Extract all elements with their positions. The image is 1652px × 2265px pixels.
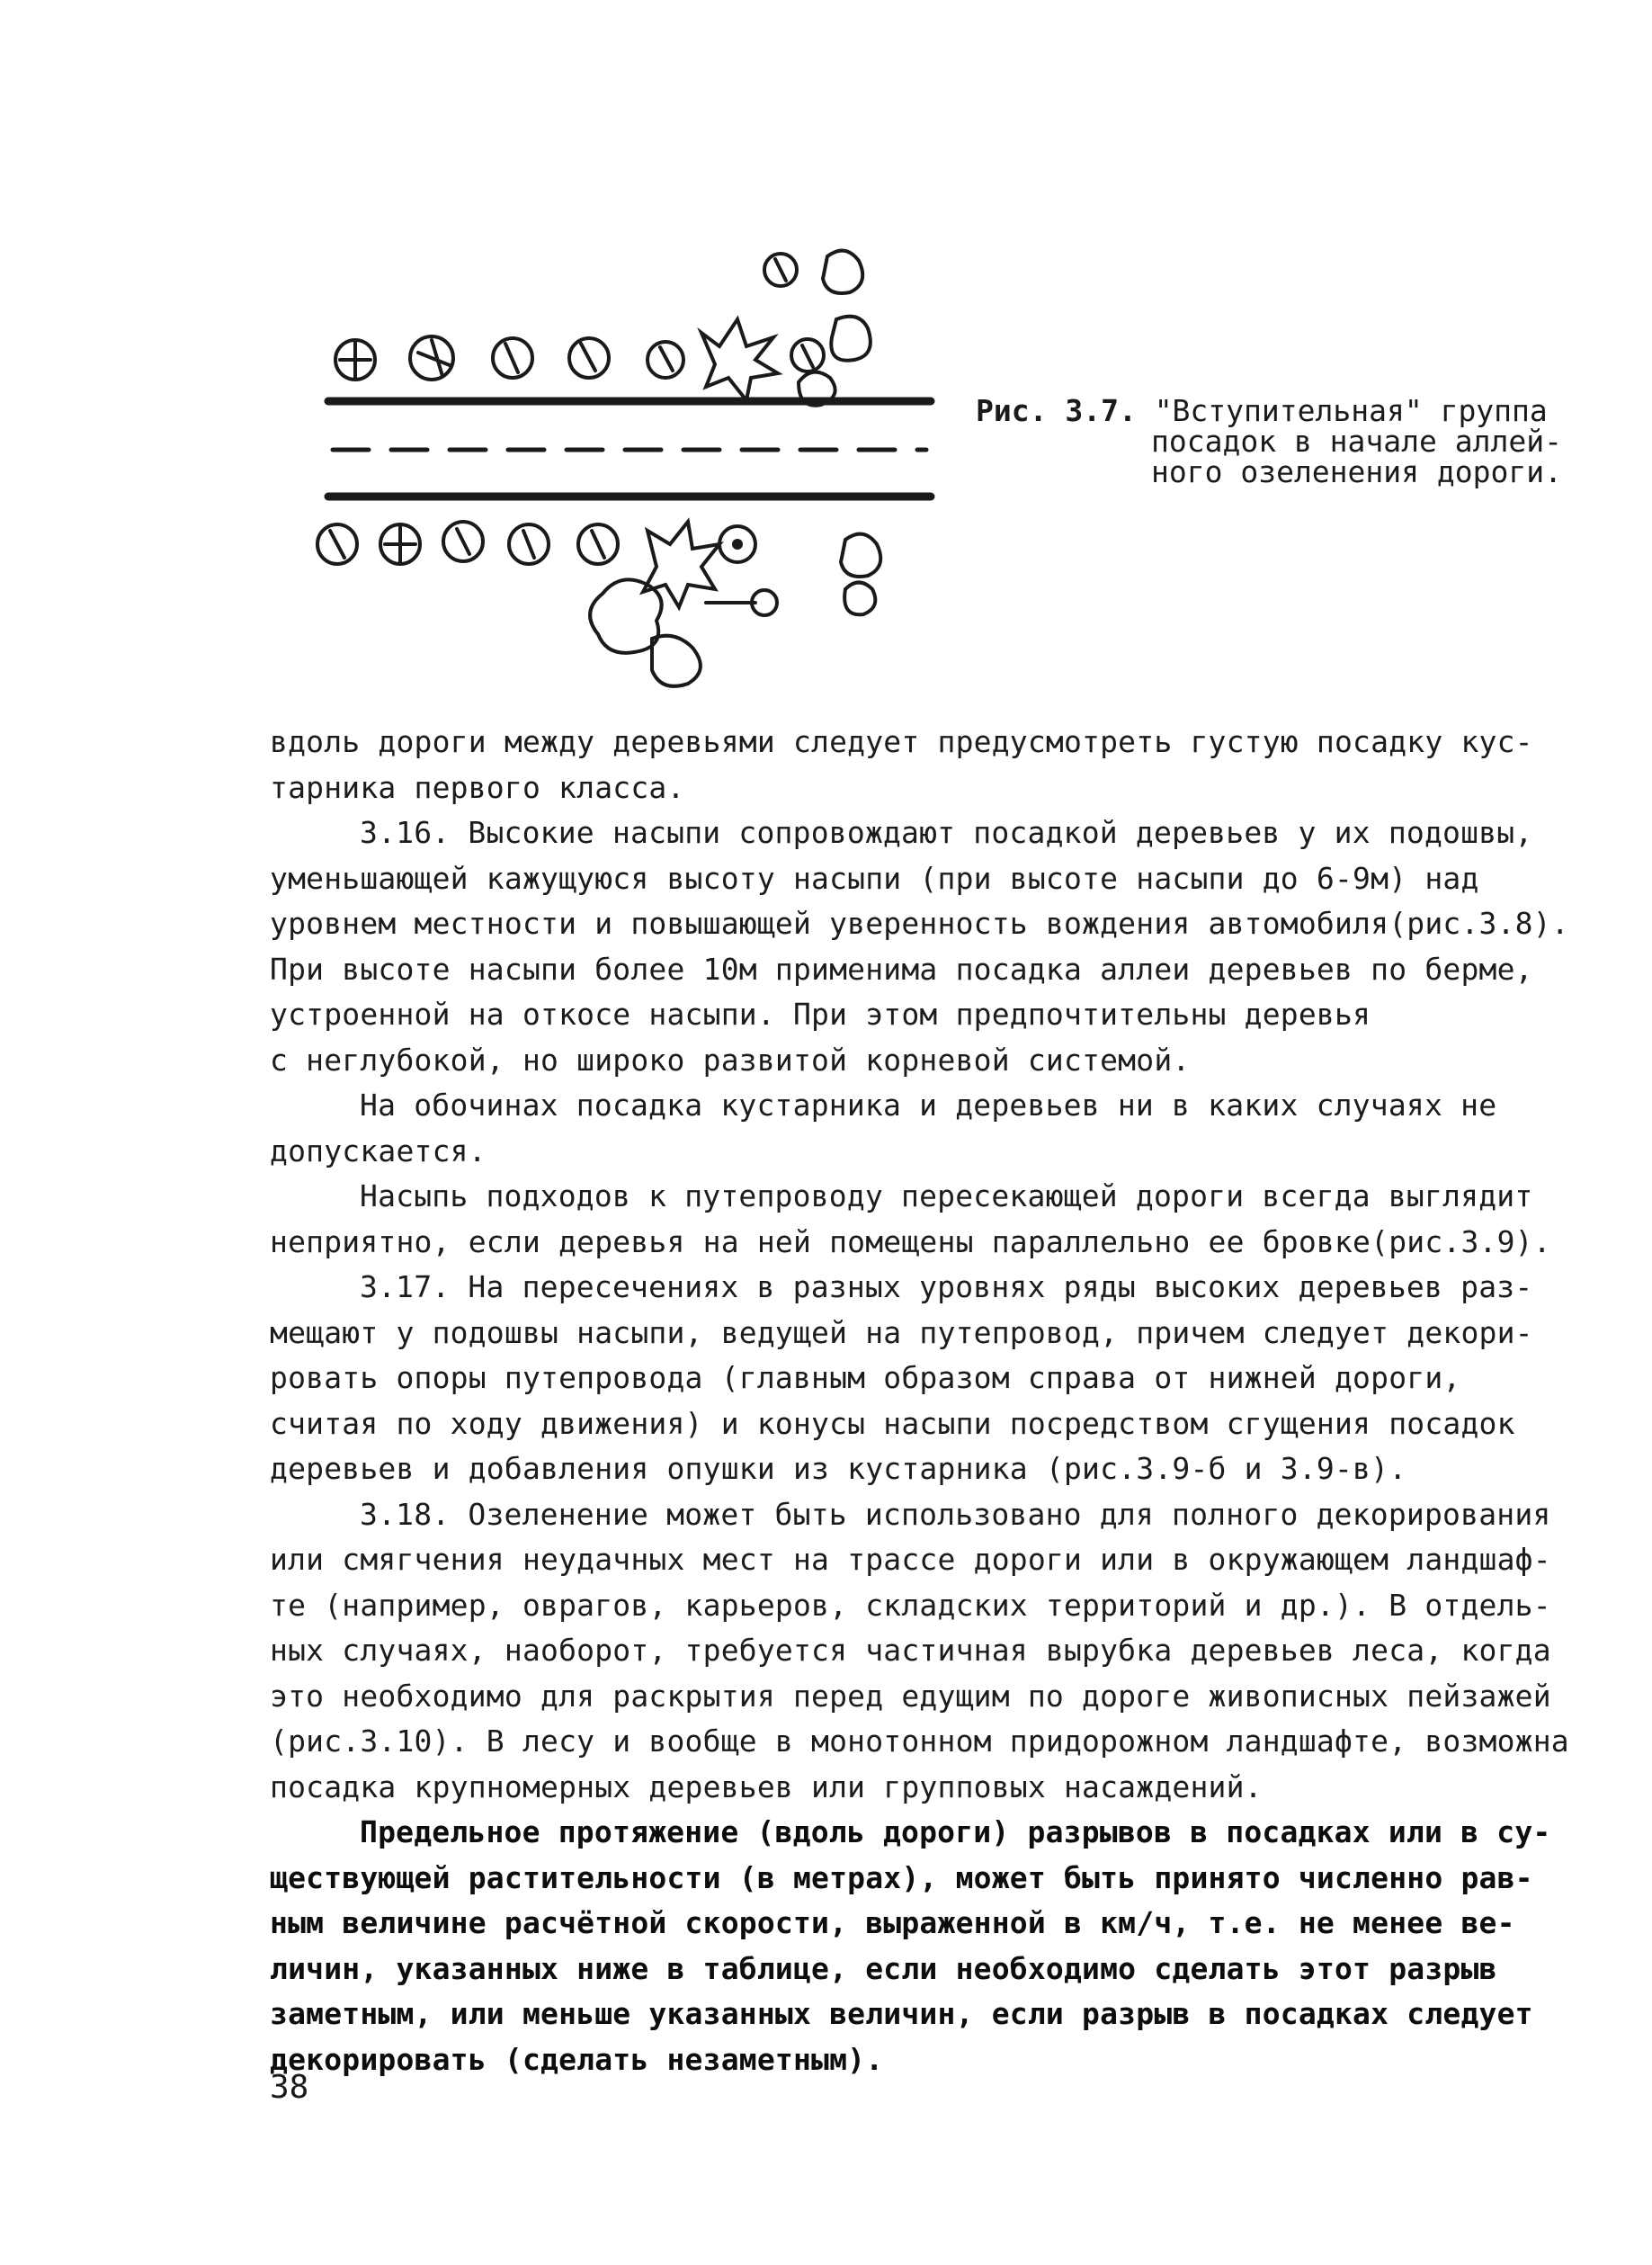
text-line: декорировать (сделать незаметным). bbox=[270, 2041, 884, 2077]
text-line: неприятно, если деревья на ней помещены параллельно ее бровке(рис.3.9). bbox=[270, 1223, 1551, 1259]
bottom-tree-row bbox=[317, 522, 880, 686]
text-line: При высоте насыпи более 10м применима посадка аллеи деревьев по берме, bbox=[270, 951, 1533, 987]
caption-line-1: "Вступительная" группа bbox=[1154, 393, 1548, 428]
text-line: ществующей растительности (в метрах), может быть принято численно рав- bbox=[270, 1859, 1533, 1895]
text-line: тарника первого класса. bbox=[270, 769, 685, 805]
text-line: с неглубокой, но широко развитой корневой системой. bbox=[270, 1042, 1191, 1078]
top-tree-row bbox=[335, 251, 871, 406]
paragraph-overpass-start: Насыпь подходов к путепроводу пересекающей дороги всегда выглядит bbox=[360, 1178, 1533, 1213]
paragraph-3-16-start: 3.16. Высокие насыпи сопровождают посадкой деревьев у их подошвы, bbox=[360, 815, 1533, 850]
text-line: устроенной на откосе насыпи. При этом предпочтительны деревья bbox=[270, 997, 1371, 1032]
text-line: считая по ходу движения) и конусы насыпи посредством сгущения посадок bbox=[270, 1405, 1515, 1441]
text-line: личин, указанных ниже в таблице, если необходимо сделать этот разрыв bbox=[270, 1950, 1497, 1986]
text-line: или смягчения неудачных мест на трассе дороги или в окружающем ландшаф- bbox=[270, 1542, 1551, 1577]
text-line: уровнем местности и повышающей уверенность вождения автомобиля(рис.3.8). bbox=[270, 906, 1569, 941]
paragraph-3-18-start: 3.18. Озеленение может быть использовано для полного декорирования bbox=[360, 1496, 1551, 1532]
figure-3-7-diagram bbox=[306, 234, 962, 702]
text-line: допускается. bbox=[270, 1132, 487, 1168]
text-line: деревьев и добавления опушки из кустарника (рис.3.9-б и 3.9-в). bbox=[270, 1451, 1407, 1486]
text-line: ным величине расчётной скорости, выраженной в км/ч, т.е. не менее ве- bbox=[270, 1905, 1515, 1940]
shrub-star-top bbox=[701, 319, 778, 400]
figure-caption bbox=[976, 393, 1587, 489]
bush-bottom-3 bbox=[841, 534, 880, 577]
road-planting-diagram bbox=[306, 234, 962, 702]
body-text bbox=[270, 720, 1601, 2082]
text-line: ровать опоры путепровода (главным образом справа от нижней дороги, bbox=[270, 1360, 1461, 1395]
bush-bottom-2 bbox=[652, 636, 701, 686]
text-line: посадка крупномерных деревьев или групповых насаждений. bbox=[270, 1768, 1263, 1804]
bush-top-2 bbox=[831, 317, 871, 361]
text-line: (рис.3.10). В лесу и вообще в монотонном придорожном ландшафте, возможна bbox=[270, 1723, 1569, 1759]
paragraph-3-17-start: 3.17. На пересечениях в разных уровнях ряды высоких деревьев раз- bbox=[360, 1269, 1533, 1304]
text-line: вдоль дороги между деревьями следует предусмотреть густую посадку кус- bbox=[270, 724, 1533, 759]
text-line: те (например, оврагов, карьеров, складских территорий и др.). В отдель- bbox=[270, 1587, 1551, 1623]
text-line: заметным, или меньше указанных величин, если разрыв в посадках следует bbox=[270, 1996, 1533, 2031]
paragraph-gaps-start: Предельное протяжение (вдоль дороги) разрывов в посадках или в су- bbox=[360, 1814, 1551, 1849]
figure-label: Рис. 3.7. bbox=[976, 393, 1137, 428]
caption-line-2: посадок в начале аллей- bbox=[1151, 424, 1562, 459]
paragraph-shoulders-start: На обочинах посадка кустарника и деревьев ни в каких случаях не bbox=[360, 1088, 1497, 1123]
text-line: уменьшающей кажущуюся высоту насыпи (при высоте насыпи до 6-9м) над bbox=[270, 860, 1479, 896]
text-line: это необходимо для раскрытия перед едущим по дороге живописных пейзажей bbox=[270, 1678, 1551, 1714]
bush-top-1 bbox=[823, 251, 862, 293]
text-line: ных случаях, наоборот, требуется частичная вырубка деревьев леса, когда bbox=[270, 1633, 1551, 1668]
bush-bottom-4 bbox=[844, 583, 875, 615]
page-number: 38 bbox=[270, 2069, 309, 2106]
text-line: мещают у подошвы насыпи, ведущей на путепровод, причем следует декори- bbox=[270, 1314, 1533, 1350]
shrub-star-bottom bbox=[643, 522, 719, 607]
caption-line-3: ного озеленения дороги. bbox=[1151, 454, 1562, 489]
